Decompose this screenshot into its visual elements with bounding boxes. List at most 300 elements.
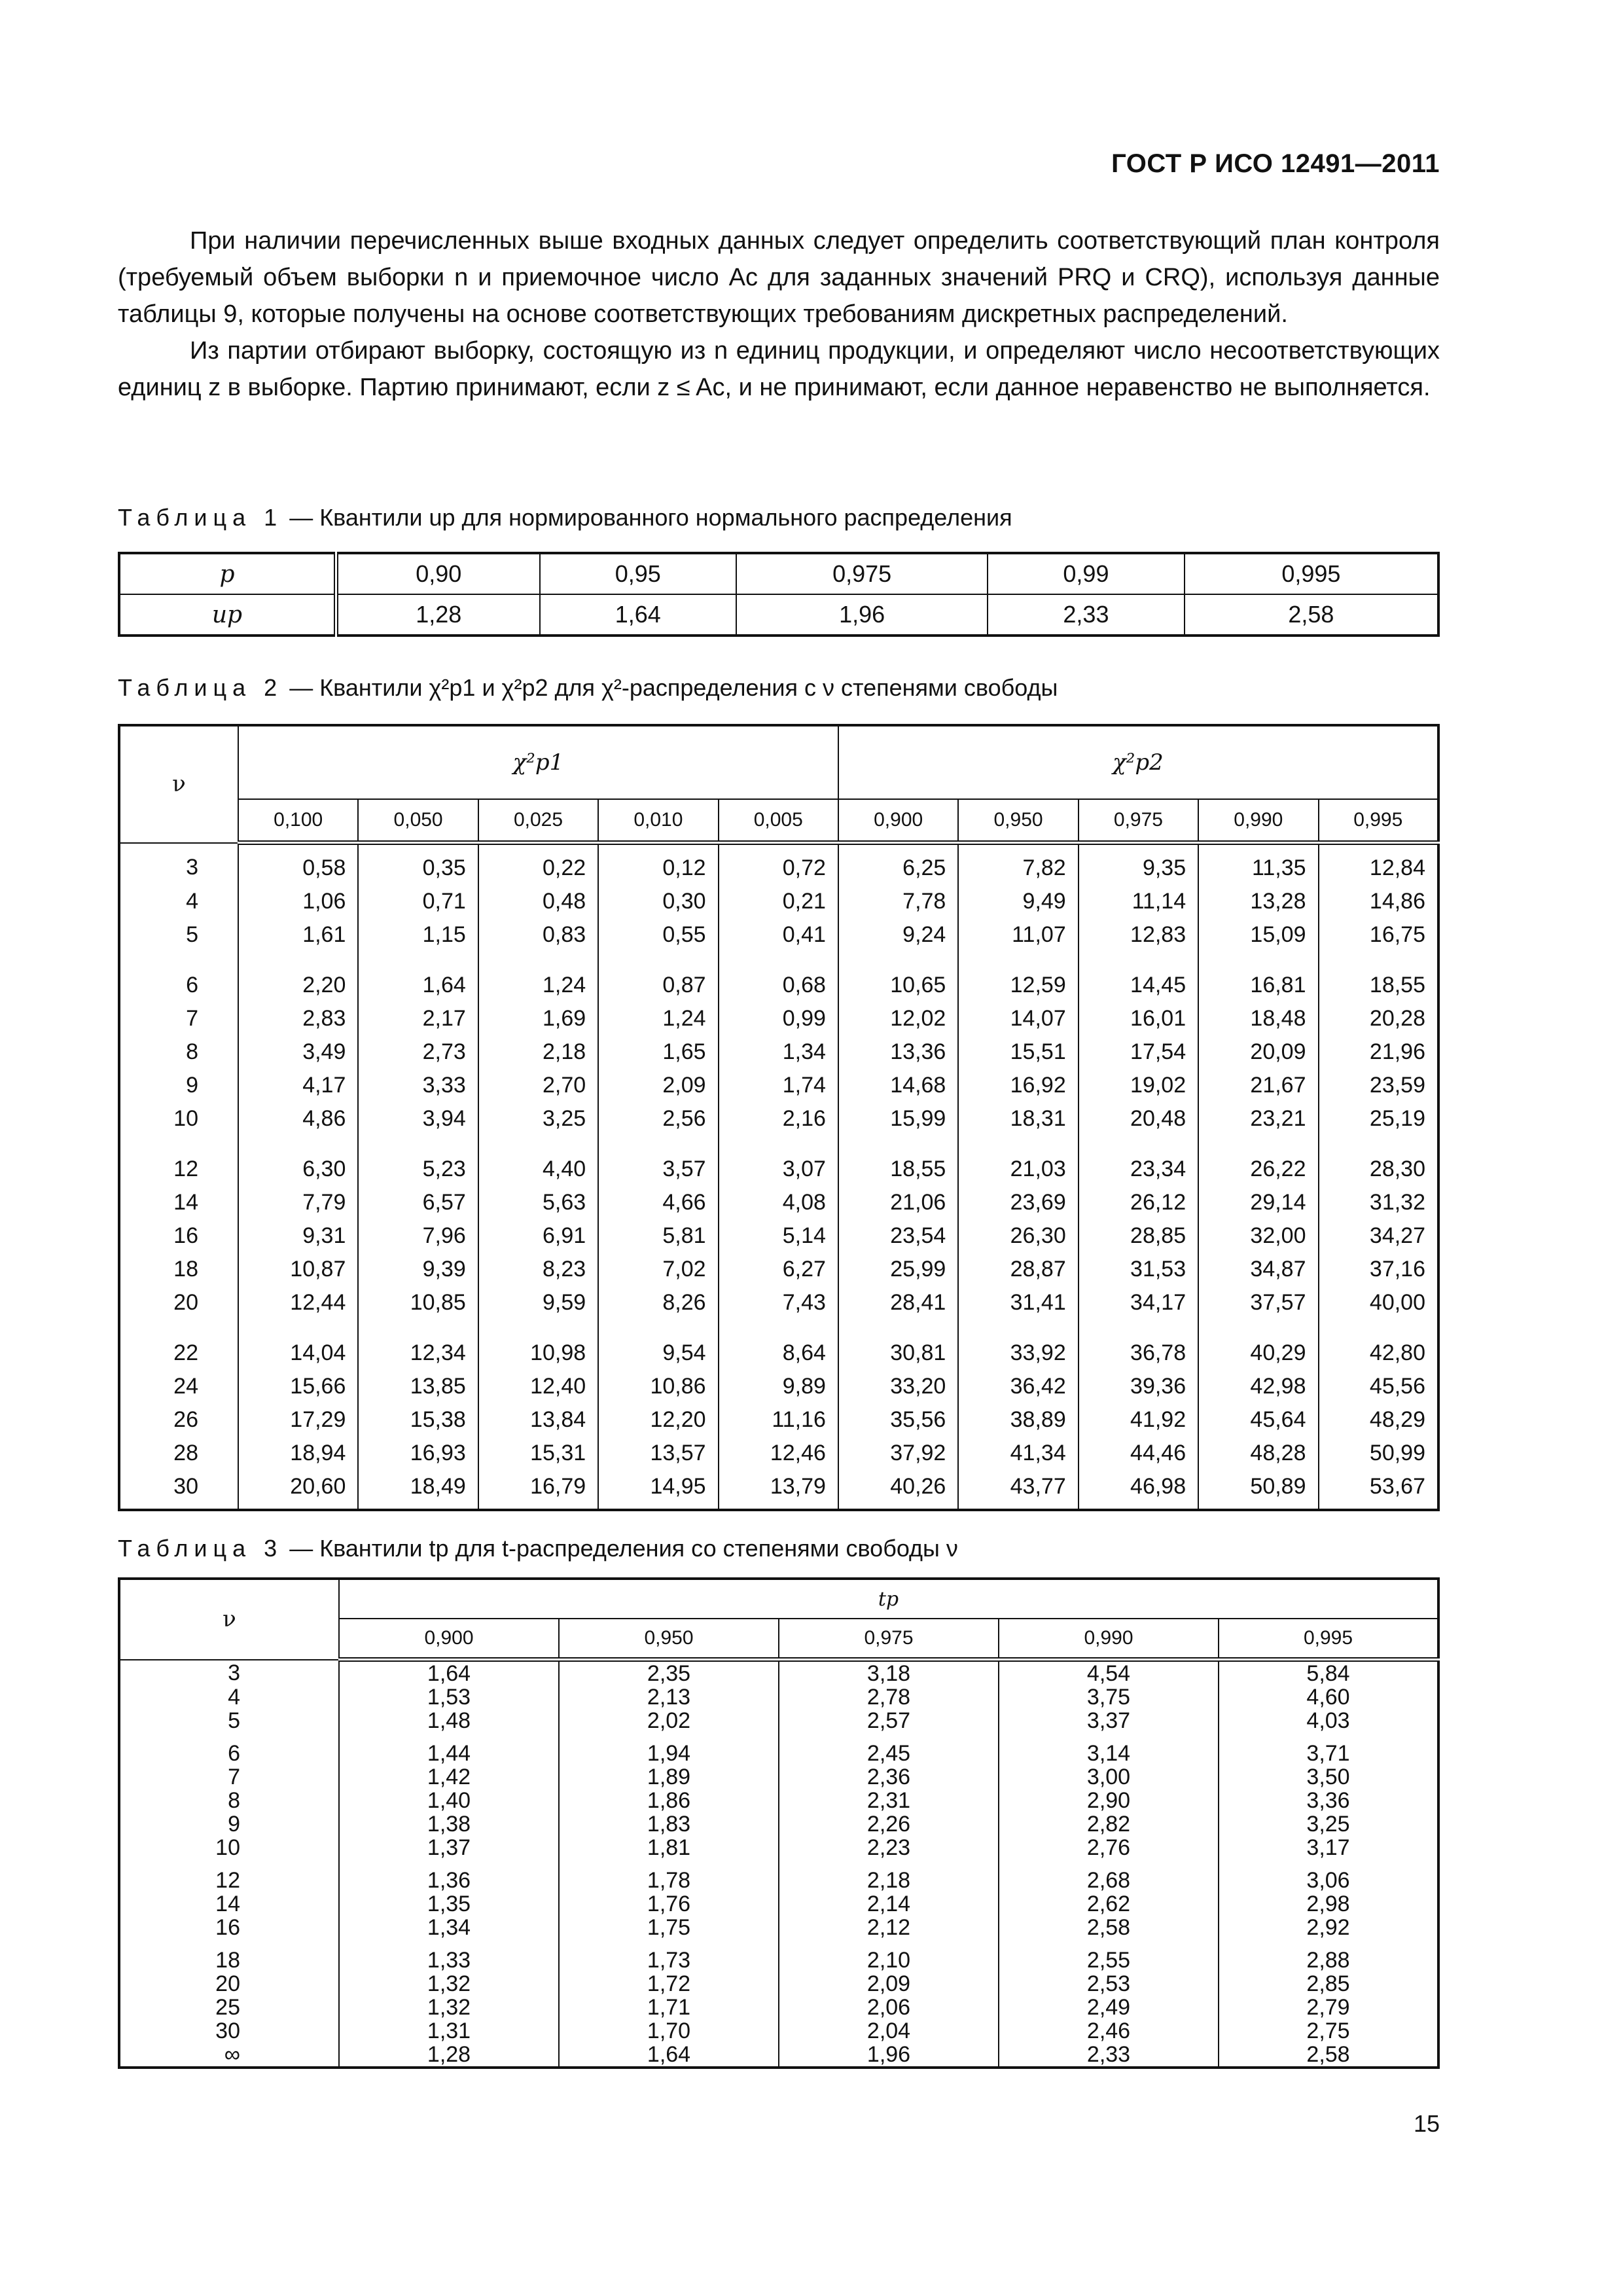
table2-cell: 37,92 [838,1437,958,1470]
table2-cell: 9,49 [958,885,1078,918]
table2-cell: 19,02 [1079,1069,1198,1102]
table3-cell: 2,36 [779,1765,999,1789]
table3-cell: 1,28 [339,2043,559,2068]
table-row [119,1996,1438,2019]
table3-nu-cell: ∞ [119,2043,339,2068]
table2-cell: 41,34 [958,1437,1078,1470]
table2-cell: 6,30 [238,1136,358,1186]
table2-cell: 34,87 [1198,1253,1318,1286]
table3-cell: 3,00 [999,1765,1219,1789]
table2-cell: 11,35 [1198,843,1318,886]
table2-prob-header: 0,100 [238,799,358,843]
table2-cell: 18,49 [358,1470,478,1510]
table-row [119,1370,1438,1403]
table2-nu-cell: 10 [119,1102,238,1136]
table2-cell: 26,12 [1079,1186,1198,1219]
table3-nu-header: ν [119,1579,339,1660]
table3-cell: 2,06 [779,1996,999,2019]
table3-cell: 1,81 [559,1836,779,1859]
table3-nu-cell: 3 [119,1660,339,1686]
table2-cell: 12,02 [838,1002,958,1035]
table2-cell: 0,58 [238,843,358,886]
table2-cell: 13,85 [358,1370,478,1403]
table2-prob-header: 0,950 [958,799,1078,843]
table2-nu-cell: 28 [119,1437,238,1470]
table2-cell: 43,77 [958,1470,1078,1510]
table-row [119,918,1438,952]
table3-cell: 1,31 [339,2019,559,2043]
table2-cell: 0,72 [719,843,838,886]
table2-cell: 16,79 [478,1470,598,1510]
table2-cell: 30,81 [838,1319,958,1370]
table2-cell: 21,67 [1198,1069,1318,1102]
table2-cell: 2,09 [598,1069,718,1102]
table2-cell: 15,31 [478,1437,598,1470]
table2-caption-text: — Квантили χ²p1 и χ²p2 для χ²-распределения с ν степенями свободы [289,674,1058,701]
table3-cell: 1,94 [559,1732,779,1765]
table3-cell: 1,38 [339,1812,559,1836]
table2-cell: 8,26 [598,1286,718,1319]
table2-cell: 14,45 [1079,952,1198,1002]
table2-cell: 12,84 [1319,843,1438,886]
table3-cell: 2,68 [999,1859,1219,1892]
table2-cell: 35,56 [838,1403,958,1437]
table3-cell: 1,73 [559,1939,779,1972]
table2-caption-label: Таблица 2 [118,674,283,701]
table2-cell: 31,41 [958,1286,1078,1319]
table2-cell: 5,81 [598,1219,718,1253]
table2-cell: 6,27 [719,1253,838,1286]
table2-nu-cell: 9 [119,1069,238,1102]
table2-cell: 21,96 [1319,1035,1438,1069]
table2-cell: 53,67 [1319,1470,1438,1510]
table-row [119,1437,1438,1470]
table2-cell: 11,16 [719,1403,838,1437]
table2-cell: 17,29 [238,1403,358,1437]
table2-cell: 37,57 [1198,1286,1318,1319]
table2-cell: 7,96 [358,1219,478,1253]
table2-cell: 9,54 [598,1319,718,1370]
table1-caption-label: Таблица 1 [118,504,283,531]
table2-cell: 14,95 [598,1470,718,1510]
table2-cell: 6,91 [478,1219,598,1253]
body-text [118,223,1440,406]
table2-nu-cell: 6 [119,952,238,1002]
table2-cell: 41,92 [1079,1403,1198,1437]
table3-cell: 3,75 [999,1685,1219,1709]
table3-cell: 1,42 [339,1765,559,1789]
table3-cell: 1,86 [559,1789,779,1812]
table3-cell: 1,75 [559,1916,779,1939]
table-row [119,1102,1438,1136]
table2-cell: 1,61 [238,918,358,952]
table2-cell: 17,54 [1079,1035,1198,1069]
table-row [119,885,1438,918]
table2-cell: 9,39 [358,1253,478,1286]
table2-cell: 1,15 [358,918,478,952]
table2-body [119,843,1438,1511]
table2-cell: 18,48 [1198,1002,1318,1035]
table3-cell: 3,25 [1219,1812,1438,1836]
table-row [119,1253,1438,1286]
table2-cell: 0,83 [478,918,598,952]
table2-cell: 11,07 [958,918,1078,952]
table2-nu-cell: 5 [119,918,238,952]
table3-nu-cell: 7 [119,1765,339,1789]
table2-cell: 36,78 [1079,1319,1198,1370]
table3-nu-cell: 4 [119,1685,339,1709]
table2-cell: 6,57 [358,1186,478,1219]
table3-nu-cell: 14 [119,1892,339,1916]
table2-cell: 9,35 [1079,843,1198,886]
table3-cell: 2,14 [779,1892,999,1916]
table2-cell: 10,65 [838,952,958,1002]
table2-nu-cell: 3 [119,843,238,886]
table2-cell: 1,65 [598,1035,718,1069]
table2-probability-row [119,799,1438,843]
table2-cell: 3,57 [598,1136,718,1186]
table2-cell: 12,44 [238,1286,358,1319]
table3-cell: 2,46 [999,2019,1219,2043]
table-row [119,1836,1438,1859]
table3-cell: 3,36 [1219,1789,1438,1812]
table2-cell: 0,87 [598,952,718,1002]
table2-cell: 1,69 [478,1002,598,1035]
table3-nu-cell: 6 [119,1732,339,1765]
table1-cell: 1,96 [736,594,988,636]
table-row [119,1035,1438,1069]
table3-nu-cell: 5 [119,1709,339,1732]
table3-cell: 2,53 [999,1972,1219,1996]
table3-cell: 1,35 [339,1892,559,1916]
table1-cell: 0,975 [736,553,988,594]
table2-cell: 12,40 [478,1370,598,1403]
table2-cell: 0,68 [719,952,838,1002]
table3-prob-header: 0,975 [779,1619,999,1660]
table2-cell: 15,51 [958,1035,1078,1069]
table3-cell: 2,49 [999,1996,1219,2019]
table2-cell: 1,06 [238,885,358,918]
table2-cell: 37,16 [1319,1253,1438,1286]
table2-cell: 28,41 [838,1286,958,1319]
table2-cell: 25,19 [1319,1102,1438,1136]
table3-cell: 3,06 [1219,1859,1438,1892]
table3-cell: 1,96 [779,2043,999,2068]
table2-cell: 31,32 [1319,1186,1438,1219]
table-row [119,1403,1438,1437]
table2-cell: 7,78 [838,885,958,918]
table-row [119,1892,1438,1916]
table3-prob-header: 0,900 [339,1619,559,1660]
table3-cell: 2,76 [999,1836,1219,1859]
table3-cell: 4,54 [999,1660,1219,1686]
table-row [119,1939,1438,1972]
table3-nu-cell: 9 [119,1812,339,1836]
table3-cell: 1,40 [339,1789,559,1812]
table2-cell: 42,98 [1198,1370,1318,1403]
table-row [119,952,1438,1002]
table2-cell: 1,24 [598,1002,718,1035]
paragraph-2: Из партии отбирают выборку, состоящую из n единиц продукции, и определяют число несоответствующих единиц z в выборке. Партию принимают, если z ≤ Ac, и не принимают, если данное неравенство не выполняется. [118,337,1440,401]
table3-cell: 2,09 [779,1972,999,1996]
table-row [119,1812,1438,1836]
table3-cell: 3,18 [779,1660,999,1686]
table2-cell: 14,68 [838,1069,958,1102]
table3-cell: 2,88 [1219,1939,1438,1972]
table3-cell: 1,44 [339,1732,559,1765]
table2-cell: 15,66 [238,1370,358,1403]
table3-nu-cell: 8 [119,1789,339,1812]
table2-cell: 15,38 [358,1403,478,1437]
table2-cell: 45,64 [1198,1403,1318,1437]
table3-cell: 2,85 [1219,1972,1438,1996]
table1-cell: 1,64 [540,594,737,636]
table2-cell: 15,99 [838,1102,958,1136]
table2-cell: 11,14 [1079,885,1198,918]
table3-cell: 1,78 [559,1859,779,1892]
table2-cell: 18,55 [1319,952,1438,1002]
table3-cell: 1,83 [559,1812,779,1836]
table-row [119,1972,1438,1996]
table3-cell: 1,64 [559,2043,779,2068]
table2-cell: 10,98 [478,1319,598,1370]
table2-cell: 45,56 [1319,1370,1438,1403]
table3-cell: 2,35 [559,1660,779,1686]
table2-cell: 33,92 [958,1319,1078,1370]
table3-nu-cell: 30 [119,2019,339,2043]
table3-cell: 2,04 [779,2019,999,2043]
table3-cell: 2,58 [1219,2043,1438,2068]
table-row [119,1660,1438,1686]
document-header: ГОСТ Р ИСО 12491—2011 [1111,149,1440,178]
table-row [119,1002,1438,1035]
table3-cell: 5,84 [1219,1660,1438,1686]
table3-cell: 1,71 [559,1996,779,2019]
table2-cell: 7,79 [238,1186,358,1219]
table2-cell: 16,75 [1319,918,1438,952]
table3-nu-cell: 25 [119,1996,339,2019]
table2-cell: 3,33 [358,1069,478,1102]
table2-cell: 46,98 [1079,1470,1198,1510]
table-row [119,1732,1438,1765]
table2-cell: 40,00 [1319,1286,1438,1319]
table1-row-up [119,594,1438,636]
table2-cell: 48,29 [1319,1403,1438,1437]
table3-cell: 2,23 [779,1836,999,1859]
table1-cell: 2,58 [1185,594,1438,636]
table2-cell: 0,21 [719,885,838,918]
table2-cell: 2,83 [238,1002,358,1035]
table3-cell: 1,37 [339,1836,559,1859]
table-row [119,1685,1438,1709]
table2-cell: 1,34 [719,1035,838,1069]
table2-cell: 42,80 [1319,1319,1438,1370]
table2-cell: 28,30 [1319,1136,1438,1186]
table3-prob-header: 0,950 [559,1619,779,1660]
table2-nu-cell: 12 [119,1136,238,1186]
table3-group-header: tp [339,1579,1438,1619]
table2-cell: 40,29 [1198,1319,1318,1370]
table2-cell: 31,53 [1079,1253,1198,1286]
table3-cell: 2,57 [779,1709,999,1732]
table2-cell: 33,20 [838,1370,958,1403]
table2-cell: 0,35 [358,843,478,886]
table2-prob-header: 0,050 [358,799,478,843]
table-row [119,1859,1438,1892]
table2-cell: 29,14 [1198,1186,1318,1219]
table2-cell: 12,46 [719,1437,838,1470]
table2-cell: 26,22 [1198,1136,1318,1186]
table2-cell: 23,69 [958,1186,1078,1219]
table2-cell: 7,43 [719,1286,838,1319]
table3-cell: 2,10 [779,1939,999,1972]
table2-cell: 2,56 [598,1102,718,1136]
table3-cell: 2,12 [779,1916,999,1939]
table3-nu-cell: 12 [119,1859,339,1892]
table2-group1-header: χ²p1 [238,725,838,799]
table2-prob-header: 0,990 [1198,799,1318,843]
table2-cell: 18,31 [958,1102,1078,1136]
table-row [119,2019,1438,2043]
table-row [119,1470,1438,1510]
table2-cell: 8,64 [719,1319,838,1370]
table-row [119,2043,1438,2068]
table2-cell: 14,04 [238,1319,358,1370]
table2-cell: 9,31 [238,1219,358,1253]
table3-body [119,1660,1438,2068]
table3-cell: 1,64 [339,1660,559,1686]
table2-cell: 23,59 [1319,1069,1438,1102]
table2-cell: 14,07 [958,1002,1078,1035]
table3-cell: 3,17 [1219,1836,1438,1859]
table1-row-p [119,553,1438,594]
table3-cell: 1,33 [339,1939,559,1972]
table3-cell: 2,92 [1219,1916,1438,1939]
table2-cell: 1,64 [358,952,478,1002]
table2-cell: 2,16 [719,1102,838,1136]
table3-caption [118,1535,958,1562]
table2-cell: 9,89 [719,1370,838,1403]
table3-cell: 2,18 [779,1859,999,1892]
table2-cell: 13,36 [838,1035,958,1069]
table2-prob-header: 0,025 [478,799,598,843]
table2-cell: 9,24 [838,918,958,952]
table2-cell: 0,22 [478,843,598,886]
table-row [119,1219,1438,1253]
table2-cell: 34,17 [1079,1286,1198,1319]
table3-caption-label: Таблица 3 [118,1535,283,1562]
table2-cell: 14,86 [1319,885,1438,918]
table2-cell: 20,09 [1198,1035,1318,1069]
table3-nu-cell: 10 [119,1836,339,1859]
table3-cell: 2,62 [999,1892,1219,1916]
table-row [119,1186,1438,1219]
table-row [119,1069,1438,1102]
table2-prob-header: 0,900 [838,799,958,843]
table2-nu-cell: 20 [119,1286,238,1319]
table3-cell: 1,36 [339,1859,559,1892]
table3-caption-text: — Квантили tp для t-распределения со степенями свободы ν [289,1535,958,1562]
table2-cell: 15,09 [1198,918,1318,952]
table2-nu-cell: 14 [119,1186,238,1219]
table2-nu-cell: 22 [119,1319,238,1370]
table2-nu-cell: 18 [119,1253,238,1286]
table3-cell: 3,50 [1219,1765,1438,1789]
table2-cell: 3,94 [358,1102,478,1136]
table2-cell: 2,20 [238,952,358,1002]
table3-cell: 2,78 [779,1685,999,1709]
table1 [118,552,1440,637]
table2-prob-header: 0,005 [719,799,838,843]
table2-cell: 0,55 [598,918,718,952]
table3-cell: 2,82 [999,1812,1219,1836]
table2-cell: 23,54 [838,1219,958,1253]
table2-cell: 4,17 [238,1069,358,1102]
table2-cell: 0,71 [358,885,478,918]
table3-cell: 4,60 [1219,1685,1438,1709]
table2-nu-cell: 24 [119,1370,238,1403]
table2-cell: 36,42 [958,1370,1078,1403]
table2-cell: 50,99 [1319,1437,1438,1470]
table2-prob-header: 0,010 [598,799,718,843]
table2-cell: 3,07 [719,1136,838,1186]
table3-cell: 1,76 [559,1892,779,1916]
table2-cell: 13,57 [598,1437,718,1470]
table1-cell: 0,95 [540,553,737,594]
table2-cell: 10,86 [598,1370,718,1403]
table2-cell: 4,66 [598,1186,718,1219]
table3-cell: 2,45 [779,1732,999,1765]
table2-cell: 4,86 [238,1102,358,1136]
table2-cell: 0,12 [598,843,718,886]
table2-nu-header: ν [119,725,238,843]
table3-cell: 2,02 [559,1709,779,1732]
table2-prob-header: 0,995 [1319,799,1438,843]
table3-cell: 3,14 [999,1732,1219,1765]
table2-cell: 13,84 [478,1403,598,1437]
table2-nu-cell: 7 [119,1002,238,1035]
table2-cell: 5,14 [719,1219,838,1253]
table2-cell: 12,20 [598,1403,718,1437]
table2-cell: 50,89 [1198,1470,1318,1510]
table2-nu-cell: 8 [119,1035,238,1069]
table2-cell: 13,28 [1198,885,1318,918]
table2-cell: 7,82 [958,843,1078,886]
table2-cell: 7,02 [598,1253,718,1286]
table1-cell: 1,28 [336,594,540,636]
table3-cell: 3,37 [999,1709,1219,1732]
table2-cell: 2,70 [478,1069,598,1102]
table1-cell: 2,33 [988,594,1185,636]
table3-cell: 1,32 [339,1972,559,1996]
table2-cell: 23,21 [1198,1102,1318,1136]
table2-cell: 48,28 [1198,1437,1318,1470]
table2-cell: 4,40 [478,1136,598,1186]
table3-nu-cell: 20 [119,1972,339,1996]
table2-cell: 21,06 [838,1186,958,1219]
table1-row-header: up [119,594,336,636]
table2-cell: 40,26 [838,1470,958,1510]
table1-cell: 0,99 [988,553,1185,594]
table3-cell: 1,89 [559,1765,779,1789]
table2-cell: 5,63 [478,1186,598,1219]
table2-cell: 44,46 [1079,1437,1198,1470]
table3-nu-cell: 18 [119,1939,339,1972]
table2-nu-cell: 4 [119,885,238,918]
table-row [119,1916,1438,1939]
table3-cell: 2,31 [779,1789,999,1812]
table3-cell: 1,34 [339,1916,559,1939]
